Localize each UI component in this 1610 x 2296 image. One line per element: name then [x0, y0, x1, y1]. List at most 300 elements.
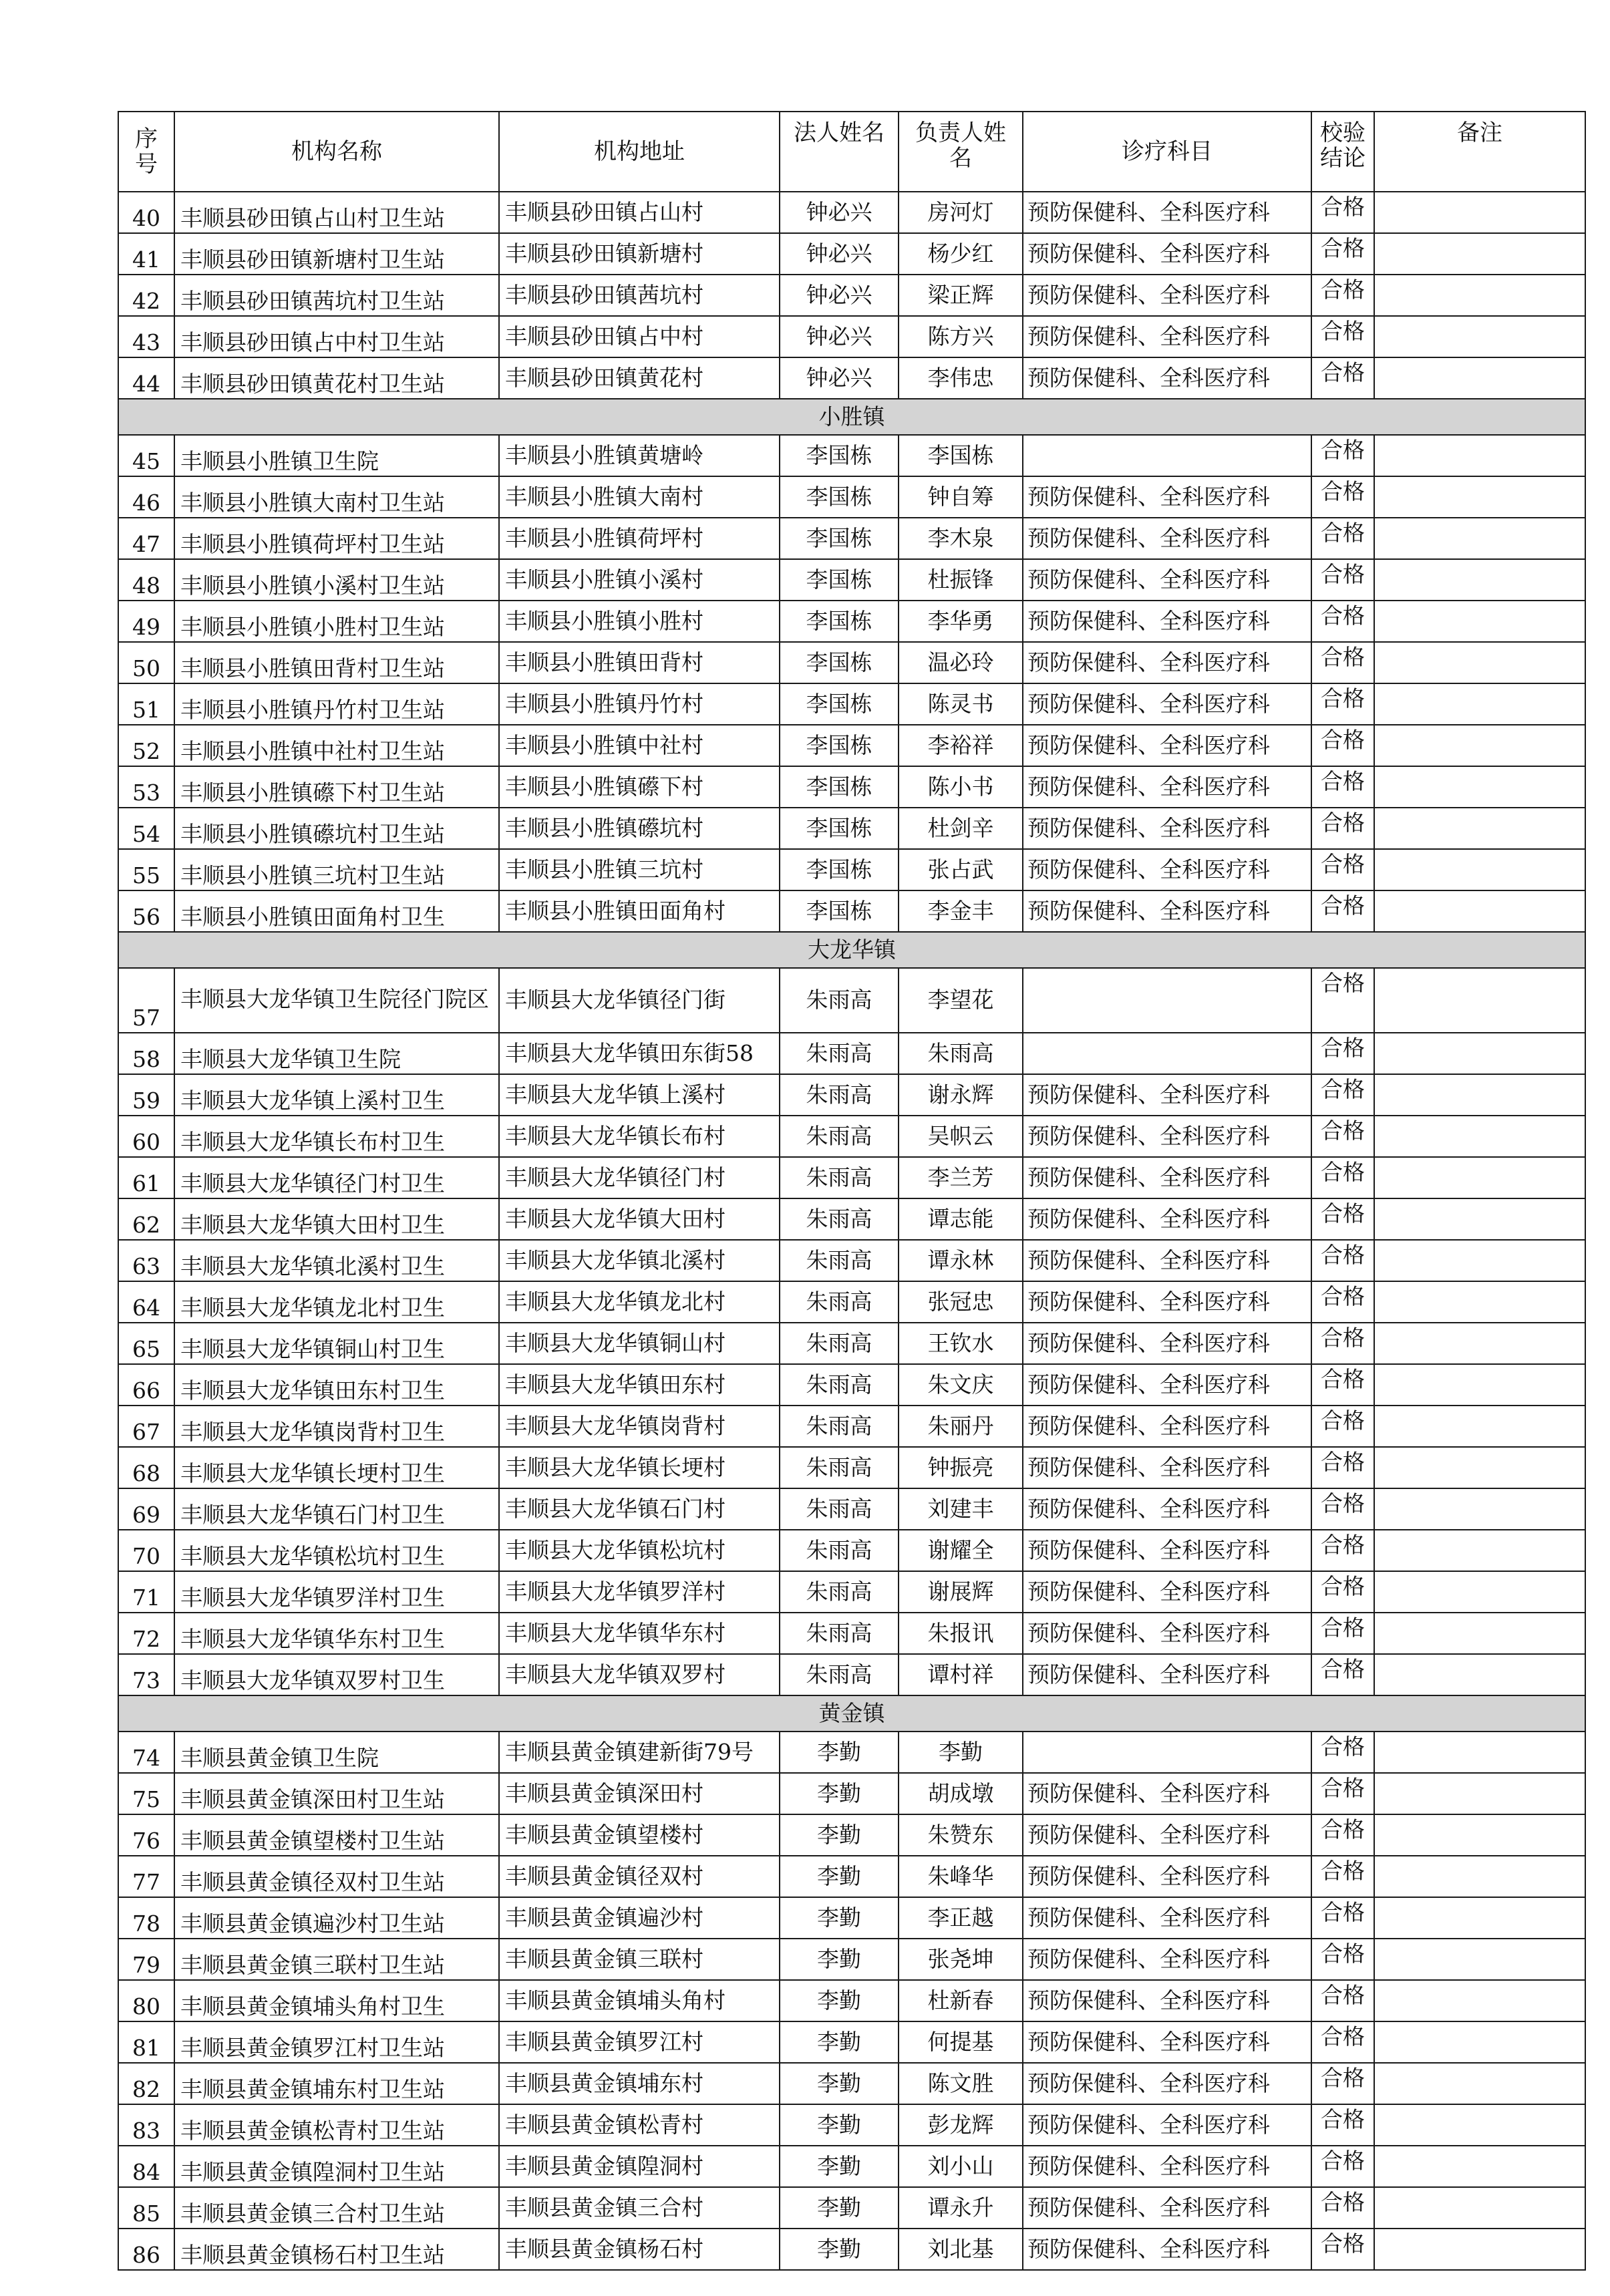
cell-person-in-charge: 王钦水 [899, 1323, 1023, 1364]
cell-index: 59 [118, 1074, 174, 1116]
cell-legal-person: 李国栋 [780, 435, 899, 476]
header-note: 备注 [1374, 112, 1585, 192]
cell-departments: 预防保健科、全科医疗科 [1023, 1980, 1311, 2021]
cell-result: 合格 [1311, 1323, 1374, 1364]
cell-result: 合格 [1311, 1281, 1374, 1323]
cell-result: 合格 [1311, 275, 1374, 316]
cell-person-in-charge: 吴帜云 [899, 1116, 1023, 1157]
cell-person-in-charge: 李裕祥 [899, 725, 1023, 766]
table-row [118, 1323, 1585, 1364]
cell-person-in-charge: 杨少红 [899, 233, 1023, 275]
cell-index: 58 [118, 1033, 174, 1074]
cell-note [1374, 808, 1585, 849]
cell-departments: 预防保健科、全科医疗科 [1023, 233, 1311, 275]
cell-departments: 预防保健科、全科医疗科 [1023, 849, 1311, 890]
cell-note [1374, 849, 1585, 890]
cell-result: 合格 [1311, 1033, 1374, 1074]
cell-legal-person: 李国栋 [780, 808, 899, 849]
cell-address: 丰顺县黄金镇遍沙村 [499, 1897, 780, 1939]
cell-address: 丰顺县大龙华镇北溪村 [499, 1240, 780, 1281]
cell-person-in-charge: 李国栋 [899, 435, 1023, 476]
cell-note [1374, 1074, 1585, 1116]
cell-legal-person: 朱雨高 [780, 1447, 899, 1488]
section-title: 黄金镇 [118, 1695, 1585, 1732]
cell-note [1374, 766, 1585, 808]
table-body [118, 192, 1585, 2270]
table-row [118, 1897, 1585, 1939]
cell-institution-name: 丰顺县黄金镇杨石村卫生站 [174, 2229, 499, 2270]
cell-institution-name: 丰顺县砂田镇黄花村卫生站 [174, 357, 499, 399]
cell-departments: 预防保健科、全科医疗科 [1023, 316, 1311, 357]
cell-person-in-charge: 李伟忠 [899, 357, 1023, 399]
cell-institution-name: 丰顺县小胜镇丹竹村卫生站 [174, 683, 499, 725]
cell-index: 83 [118, 2104, 174, 2146]
cell-institution-name: 丰顺县砂田镇茜坑村卫生站 [174, 275, 499, 316]
cell-index: 86 [118, 2229, 174, 2270]
cell-person-in-charge: 李金丰 [899, 890, 1023, 932]
table-row [118, 968, 1585, 1033]
cell-departments: 预防保健科、全科医疗科 [1023, 1116, 1311, 1157]
cell-address: 丰顺县大龙华镇长布村 [499, 1116, 780, 1157]
table-row [118, 435, 1585, 476]
cell-address: 丰顺县大龙华镇田东街58 [499, 1033, 780, 1074]
cell-departments: 预防保健科、全科医疗科 [1023, 1447, 1311, 1488]
cell-result: 合格 [1311, 1939, 1374, 1980]
cell-institution-name: 丰顺县大龙华镇华东村卫生 [174, 1613, 499, 1654]
cell-departments: 预防保健科、全科医疗科 [1023, 357, 1311, 399]
cell-note [1374, 1530, 1585, 1571]
table-row [118, 2229, 1585, 2270]
cell-index: 73 [118, 1654, 174, 1695]
cell-index: 54 [118, 808, 174, 849]
cell-index: 57 [118, 968, 174, 1033]
cell-departments [1023, 968, 1311, 1033]
table-row [118, 601, 1585, 642]
cell-address: 丰顺县大龙华镇石门村 [499, 1488, 780, 1530]
cell-institution-name: 丰顺县小胜镇礤下村卫生站 [174, 766, 499, 808]
cell-institution-name: 丰顺县黄金镇罗江村卫生站 [174, 2021, 499, 2063]
cell-legal-person: 李国栋 [780, 766, 899, 808]
cell-legal-person: 朱雨高 [780, 1157, 899, 1198]
cell-address: 丰顺县砂田镇占中村 [499, 316, 780, 357]
table-row [118, 683, 1585, 725]
table-row [118, 559, 1585, 601]
cell-result: 合格 [1311, 1447, 1374, 1488]
cell-index: 66 [118, 1364, 174, 1406]
cell-departments: 预防保健科、全科医疗科 [1023, 2063, 1311, 2104]
cell-result: 合格 [1311, 435, 1374, 476]
cell-departments: 预防保健科、全科医疗科 [1023, 559, 1311, 601]
cell-note [1374, 683, 1585, 725]
cell-institution-name: 丰顺县小胜镇礤坑村卫生站 [174, 808, 499, 849]
cell-index: 70 [118, 1530, 174, 1571]
cell-address: 丰顺县大龙华镇上溪村 [499, 1074, 780, 1116]
cell-result: 合格 [1311, 316, 1374, 357]
cell-note [1374, 1488, 1585, 1530]
cell-person-in-charge: 谢永辉 [899, 1074, 1023, 1116]
cell-address: 丰顺县大龙华镇岗背村 [499, 1406, 780, 1447]
cell-note [1374, 2063, 1585, 2104]
header-result: 校验结论 [1311, 112, 1374, 192]
cell-legal-person: 李勤 [780, 2021, 899, 2063]
cell-index: 84 [118, 2146, 174, 2187]
cell-index: 72 [118, 1613, 174, 1654]
cell-legal-person: 李勤 [780, 2187, 899, 2229]
table-row [118, 1654, 1585, 1695]
cell-legal-person: 钟必兴 [780, 316, 899, 357]
cell-institution-name: 丰顺县小胜镇卫生院 [174, 435, 499, 476]
cell-note [1374, 1447, 1585, 1488]
cell-result: 合格 [1311, 357, 1374, 399]
cell-institution-name: 丰顺县黄金镇深田村卫生站 [174, 1773, 499, 1814]
cell-index: 76 [118, 1814, 174, 1856]
cell-departments: 预防保健科、全科医疗科 [1023, 1856, 1311, 1897]
cell-institution-name: 丰顺县大龙华镇上溪村卫生 [174, 1074, 499, 1116]
cell-departments: 预防保健科、全科医疗科 [1023, 601, 1311, 642]
cell-result: 合格 [1311, 1856, 1374, 1897]
table-row [118, 1074, 1585, 1116]
cell-index: 80 [118, 1980, 174, 2021]
section-title: 小胜镇 [118, 399, 1585, 435]
cell-result: 合格 [1311, 476, 1374, 518]
cell-address: 丰顺县小胜镇田背村 [499, 642, 780, 683]
cell-institution-name: 丰顺县砂田镇新塘村卫生站 [174, 233, 499, 275]
cell-note [1374, 1897, 1585, 1939]
header-dept: 诊疗科目 [1023, 112, 1311, 192]
cell-legal-person: 朱雨高 [780, 1198, 899, 1240]
cell-person-in-charge: 李兰芳 [899, 1157, 1023, 1198]
cell-index: 67 [118, 1406, 174, 1447]
cell-result: 合格 [1311, 1980, 1374, 2021]
cell-result: 合格 [1311, 2146, 1374, 2187]
cell-person-in-charge: 杜新春 [899, 1980, 1023, 2021]
cell-legal-person: 朱雨高 [780, 1406, 899, 1447]
cell-index: 47 [118, 518, 174, 559]
cell-result: 合格 [1311, 2187, 1374, 2229]
cell-person-in-charge: 李勤 [899, 1732, 1023, 1773]
cell-legal-person: 李国栋 [780, 601, 899, 642]
cell-legal-person: 李国栋 [780, 890, 899, 932]
cell-result: 合格 [1311, 1406, 1374, 1447]
cell-note [1374, 1033, 1585, 1074]
cell-person-in-charge: 胡成墩 [899, 1773, 1023, 1814]
cell-note [1374, 518, 1585, 559]
table-row [118, 1571, 1585, 1613]
header-index: 序号 [118, 112, 174, 192]
cell-index: 61 [118, 1157, 174, 1198]
cell-result: 合格 [1311, 1074, 1374, 1116]
cell-legal-person: 钟必兴 [780, 233, 899, 275]
cell-legal-person: 钟必兴 [780, 357, 899, 399]
cell-person-in-charge: 刘北基 [899, 2229, 1023, 2270]
table-row [118, 1773, 1585, 1814]
cell-address: 丰顺县小胜镇礤下村 [499, 766, 780, 808]
cell-departments [1023, 1033, 1311, 1074]
cell-person-in-charge: 张占武 [899, 849, 1023, 890]
cell-departments: 预防保健科、全科医疗科 [1023, 1198, 1311, 1240]
cell-address: 丰顺县大龙华镇松坑村 [499, 1530, 780, 1571]
cell-note [1374, 601, 1585, 642]
cell-address: 丰顺县小胜镇丹竹村 [499, 683, 780, 725]
cell-legal-person: 李勤 [780, 1980, 899, 2021]
cell-departments: 预防保健科、全科医疗科 [1023, 683, 1311, 725]
cell-note [1374, 559, 1585, 601]
cell-note [1374, 1939, 1585, 1980]
cell-departments: 预防保健科、全科医疗科 [1023, 1897, 1311, 1939]
table-row [118, 1488, 1585, 1530]
cell-index: 75 [118, 1773, 174, 1814]
cell-index: 74 [118, 1732, 174, 1773]
cell-result: 合格 [1311, 1814, 1374, 1856]
cell-institution-name: 丰顺县黄金镇埔头角村卫生 [174, 1980, 499, 2021]
table-row [118, 1814, 1585, 1856]
cell-address: 丰顺县黄金镇径双村 [499, 1856, 780, 1897]
cell-institution-name: 丰顺县小胜镇荷坪村卫生站 [174, 518, 499, 559]
cell-note [1374, 1240, 1585, 1281]
cell-address: 丰顺县黄金镇埔东村 [499, 2063, 780, 2104]
cell-address: 丰顺县砂田镇茜坑村 [499, 275, 780, 316]
table-row [118, 642, 1585, 683]
cell-address: 丰顺县砂田镇新塘村 [499, 233, 780, 275]
table-row [118, 808, 1585, 849]
cell-result: 合格 [1311, 233, 1374, 275]
cell-legal-person: 李勤 [780, 2229, 899, 2270]
cell-address: 丰顺县黄金镇建新街79号 [499, 1732, 780, 1773]
cell-address: 丰顺县大龙华镇罗洋村 [499, 1571, 780, 1613]
cell-institution-name: 丰顺县大龙华镇罗洋村卫生 [174, 1571, 499, 1613]
table-row [118, 1939, 1585, 1980]
cell-departments: 预防保健科、全科医疗科 [1023, 1571, 1311, 1613]
cell-address: 丰顺县大龙华镇径门村 [499, 1157, 780, 1198]
cell-address: 丰顺县黄金镇望楼村 [499, 1814, 780, 1856]
table-row [118, 2146, 1585, 2187]
cell-index: 53 [118, 766, 174, 808]
table-row [118, 725, 1585, 766]
cell-person-in-charge: 谢耀全 [899, 1530, 1023, 1571]
cell-institution-name: 丰顺县大龙华镇石门村卫生 [174, 1488, 499, 1530]
table-row [118, 2063, 1585, 2104]
cell-person-in-charge: 谭永升 [899, 2187, 1023, 2229]
header-address: 机构地址 [499, 112, 780, 192]
cell-result: 合格 [1311, 1198, 1374, 1240]
cell-person-in-charge: 钟振亮 [899, 1447, 1023, 1488]
cell-legal-person: 朱雨高 [780, 1488, 899, 1530]
cell-person-in-charge: 谭志能 [899, 1198, 1023, 1240]
cell-index: 79 [118, 1939, 174, 1980]
cell-person-in-charge: 杜振锋 [899, 559, 1023, 601]
table-row [118, 1033, 1585, 1074]
table-row [118, 1530, 1585, 1571]
section-header-row [118, 932, 1585, 968]
cell-index: 40 [118, 192, 174, 233]
cell-result: 合格 [1311, 1116, 1374, 1157]
cell-institution-name: 丰顺县黄金镇径双村卫生站 [174, 1856, 499, 1897]
cell-legal-person: 李勤 [780, 1897, 899, 1939]
cell-person-in-charge: 刘小山 [899, 2146, 1023, 2187]
cell-result: 合格 [1311, 849, 1374, 890]
cell-index: 77 [118, 1856, 174, 1897]
cell-person-in-charge: 谭村祥 [899, 1654, 1023, 1695]
cell-legal-person: 李国栋 [780, 849, 899, 890]
cell-institution-name: 丰顺县小胜镇小溪村卫生站 [174, 559, 499, 601]
table-row [118, 890, 1585, 932]
cell-departments: 预防保健科、全科医疗科 [1023, 476, 1311, 518]
cell-index: 44 [118, 357, 174, 399]
cell-index: 56 [118, 890, 174, 932]
cell-legal-person: 李勤 [780, 2104, 899, 2146]
cell-result: 合格 [1311, 559, 1374, 601]
cell-institution-name: 丰顺县大龙华镇长布村卫生 [174, 1116, 499, 1157]
cell-departments: 预防保健科、全科医疗科 [1023, 642, 1311, 683]
cell-departments: 预防保健科、全科医疗科 [1023, 1488, 1311, 1530]
cell-address: 丰顺县小胜镇小胜村 [499, 601, 780, 642]
cell-result: 合格 [1311, 642, 1374, 683]
cell-note [1374, 1281, 1585, 1323]
cell-index: 60 [118, 1116, 174, 1157]
table-row [118, 275, 1585, 316]
table-row [118, 1732, 1585, 1773]
cell-legal-person: 朱雨高 [780, 968, 899, 1033]
cell-note [1374, 2104, 1585, 2146]
cell-legal-person: 朱雨高 [780, 1571, 899, 1613]
cell-institution-name: 丰顺县大龙华镇铜山村卫生 [174, 1323, 499, 1364]
cell-person-in-charge: 梁正辉 [899, 275, 1023, 316]
cell-result: 合格 [1311, 192, 1374, 233]
cell-note [1374, 476, 1585, 518]
cell-person-in-charge: 何提基 [899, 2021, 1023, 2063]
cell-address: 丰顺县小胜镇田面角村 [499, 890, 780, 932]
cell-person-in-charge: 朱文庆 [899, 1364, 1023, 1406]
cell-index: 85 [118, 2187, 174, 2229]
cell-institution-name: 丰顺县黄金镇望楼村卫生站 [174, 1814, 499, 1856]
cell-departments: 预防保健科、全科医疗科 [1023, 192, 1311, 233]
cell-departments [1023, 1732, 1311, 1773]
cell-address: 丰顺县小胜镇大南村 [499, 476, 780, 518]
cell-note [1374, 233, 1585, 275]
cell-address: 丰顺县大龙华镇大田村 [499, 1198, 780, 1240]
cell-institution-name: 丰顺县大龙华镇卫生院径门院区 [174, 968, 499, 1033]
cell-result: 合格 [1311, 683, 1374, 725]
cell-address: 丰顺县黄金镇深田村 [499, 1773, 780, 1814]
table-row [118, 357, 1585, 399]
cell-institution-name: 丰顺县大龙华镇径门村卫生 [174, 1157, 499, 1198]
cell-address: 丰顺县大龙华镇双罗村 [499, 1654, 780, 1695]
table-row [118, 1198, 1585, 1240]
cell-institution-name: 丰顺县砂田镇占中村卫生站 [174, 316, 499, 357]
cell-index: 45 [118, 435, 174, 476]
cell-index: 82 [118, 2063, 174, 2104]
cell-person-in-charge: 杜剑辛 [899, 808, 1023, 849]
cell-person-in-charge: 朱赞东 [899, 1814, 1023, 1856]
cell-person-in-charge: 陈小书 [899, 766, 1023, 808]
cell-note [1374, 1773, 1585, 1814]
cell-address: 丰顺县大龙华镇龙北村 [499, 1281, 780, 1323]
cell-legal-person: 朱雨高 [780, 1530, 899, 1571]
cell-result: 合格 [1311, 1530, 1374, 1571]
cell-note [1374, 316, 1585, 357]
cell-address: 丰顺县大龙华镇长埂村 [499, 1447, 780, 1488]
cell-index: 50 [118, 642, 174, 683]
cell-result: 合格 [1311, 1773, 1374, 1814]
cell-note [1374, 275, 1585, 316]
cell-index: 48 [118, 559, 174, 601]
cell-note [1374, 1116, 1585, 1157]
cell-note [1374, 1814, 1585, 1856]
cell-index: 63 [118, 1240, 174, 1281]
cell-institution-name: 丰顺县大龙华镇长埂村卫生 [174, 1447, 499, 1488]
cell-person-in-charge: 朱报讯 [899, 1613, 1023, 1654]
cell-address: 丰顺县小胜镇礤坑村 [499, 808, 780, 849]
cell-address: 丰顺县黄金镇隍洞村 [499, 2146, 780, 2187]
table-row [118, 1281, 1585, 1323]
cell-legal-person: 钟必兴 [780, 192, 899, 233]
cell-index: 52 [118, 725, 174, 766]
cell-departments: 预防保健科、全科医疗科 [1023, 725, 1311, 766]
cell-institution-name: 丰顺县小胜镇田面角村卫生 [174, 890, 499, 932]
cell-note [1374, 1732, 1585, 1773]
cell-note [1374, 1856, 1585, 1897]
cell-departments: 预防保健科、全科医疗科 [1023, 518, 1311, 559]
cell-address: 丰顺县黄金镇三联村 [499, 1939, 780, 1980]
cell-person-in-charge: 房河灯 [899, 192, 1023, 233]
cell-departments: 预防保健科、全科医疗科 [1023, 1654, 1311, 1695]
cell-address: 丰顺县小胜镇黄塘岭 [499, 435, 780, 476]
cell-person-in-charge: 谭永林 [899, 1240, 1023, 1281]
cell-legal-person: 朱雨高 [780, 1654, 899, 1695]
cell-result: 合格 [1311, 2021, 1374, 2063]
cell-departments: 预防保健科、全科医疗科 [1023, 1773, 1311, 1814]
cell-note [1374, 1157, 1585, 1198]
table-row [118, 1406, 1585, 1447]
cell-note [1374, 1198, 1585, 1240]
cell-legal-person: 李国栋 [780, 725, 899, 766]
cell-result: 合格 [1311, 1613, 1374, 1654]
cell-address: 丰顺县砂田镇占山村 [499, 192, 780, 233]
cell-legal-person: 李勤 [780, 1732, 899, 1773]
cell-address: 丰顺县大龙华镇铜山村 [499, 1323, 780, 1364]
table-row [118, 476, 1585, 518]
table-row [118, 2104, 1585, 2146]
cell-result: 合格 [1311, 601, 1374, 642]
cell-person-in-charge: 钟自筹 [899, 476, 1023, 518]
cell-institution-name: 丰顺县大龙华镇卫生院 [174, 1033, 499, 1074]
cell-departments: 预防保健科、全科医疗科 [1023, 1323, 1311, 1364]
cell-note [1374, 2021, 1585, 2063]
table-row [118, 233, 1585, 275]
cell-address: 丰顺县大龙华镇径门街 [499, 968, 780, 1033]
cell-legal-person: 朱雨高 [780, 1364, 899, 1406]
cell-note [1374, 1980, 1585, 2021]
cell-departments: 预防保健科、全科医疗科 [1023, 1530, 1311, 1571]
cell-note [1374, 1364, 1585, 1406]
table-row [118, 316, 1585, 357]
cell-institution-name: 丰顺县大龙华镇双罗村卫生 [174, 1654, 499, 1695]
cell-result: 合格 [1311, 1364, 1374, 1406]
cell-institution-name: 丰顺县大龙华镇岗背村卫生 [174, 1406, 499, 1447]
header-name: 机构名称 [174, 112, 499, 192]
cell-institution-name: 丰顺县小胜镇三坑村卫生站 [174, 849, 499, 890]
cell-index: 71 [118, 1571, 174, 1613]
cell-legal-person: 李国栋 [780, 518, 899, 559]
cell-institution-name: 丰顺县小胜镇大南村卫生站 [174, 476, 499, 518]
document-page [118, 111, 1585, 2271]
cell-result: 合格 [1311, 725, 1374, 766]
cell-person-in-charge: 朱雨高 [899, 1033, 1023, 1074]
cell-institution-name: 丰顺县大龙华镇大田村卫生 [174, 1198, 499, 1240]
cell-address: 丰顺县黄金镇埔头角村 [499, 1980, 780, 2021]
cell-departments: 预防保健科、全科医疗科 [1023, 2021, 1311, 2063]
cell-note [1374, 1571, 1585, 1613]
